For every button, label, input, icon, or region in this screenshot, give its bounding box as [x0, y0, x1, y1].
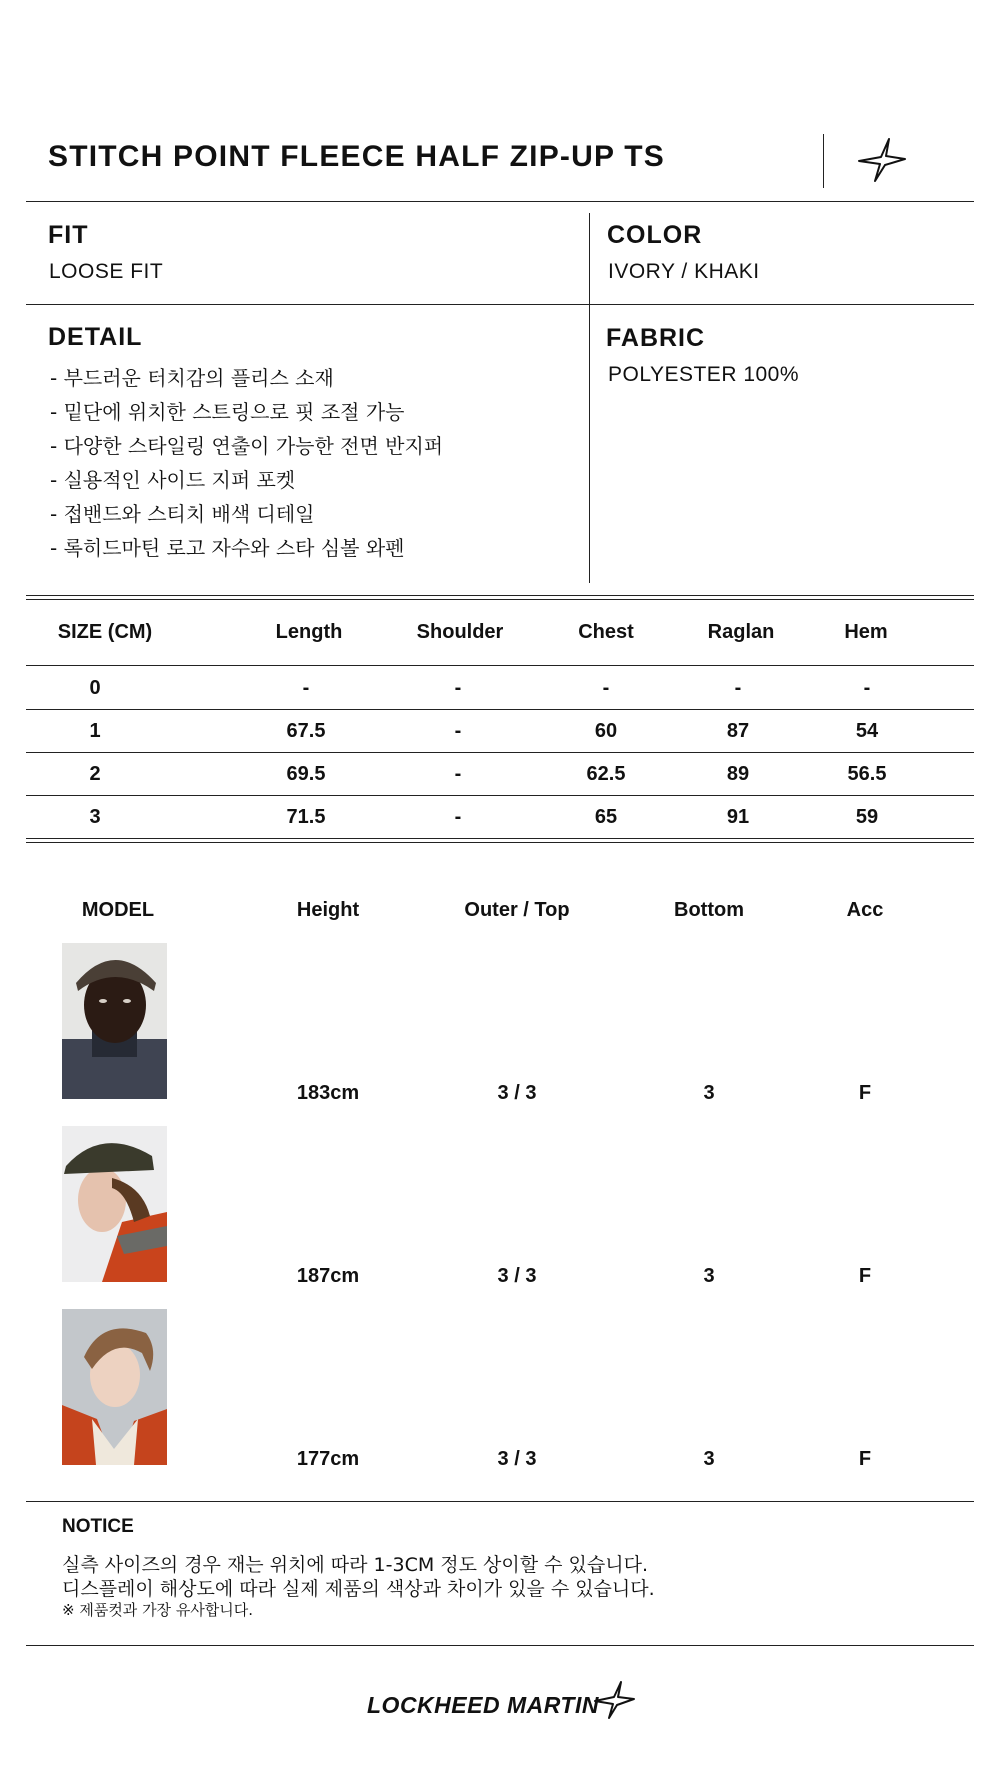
size-cell: 62.5 — [586, 763, 626, 785]
size-cell: - — [454, 720, 462, 742]
detail-item: - 록히드마틴 로고 자수와 스타 심볼 와펜 — [50, 536, 405, 560]
size-cell: 1 — [89, 720, 101, 742]
fit-heading: FIT — [48, 221, 89, 249]
model-cell: 187cm — [296, 1265, 360, 1287]
notice-line: 디스플레이 해상도에 따라 실제 제품의 색상과 차이가 있을 수 있습니다. — [62, 1578, 655, 1600]
size-cell: 3 — [89, 806, 101, 828]
notice-small-text: ※ 제품컷과 가장 유사합니다. — [62, 1601, 254, 1619]
size-cell: 91 — [726, 806, 750, 828]
model-cell: 3 / 3 — [497, 1265, 537, 1287]
size-table-rule — [26, 795, 974, 796]
footer-brand: LOCKHEED MARTIN — [367, 1691, 599, 1718]
model-header-outer-top: Outer / Top — [464, 899, 570, 921]
detail-item: - 실용적인 사이드 지퍼 포켓 — [50, 468, 296, 492]
size-cell: 87 — [726, 720, 750, 742]
size-cell: - — [454, 763, 462, 785]
detail-item: - 다양한 스타일링 연출이 가능한 전면 반지퍼 — [50, 434, 444, 458]
size-header-length: Length — [275, 621, 343, 643]
info-rule — [26, 304, 974, 305]
model-cell: 3 — [703, 1082, 715, 1104]
size-table-rule — [26, 752, 974, 753]
size-table-top-rule — [26, 599, 974, 600]
size-header-size: SIZE (CM) — [57, 621, 153, 643]
fabric-value: POLYESTER 100% — [608, 363, 800, 386]
color-value: IVORY / KHAKI — [608, 260, 760, 283]
model-header-acc: Acc — [846, 899, 884, 921]
model-cell: 177cm — [296, 1448, 360, 1470]
size-cell: - — [863, 677, 871, 699]
size-cell: 89 — [726, 763, 750, 785]
notice-bottom-rule — [26, 1645, 974, 1646]
size-header-shoulder: Shoulder — [416, 621, 504, 643]
notice-line: 실측 사이즈의 경우 재는 위치에 따라 1-3CM 정도 상이할 수 있습니다. — [62, 1554, 648, 1576]
size-header-raglan: Raglan — [707, 621, 775, 643]
size-header-chest: Chest — [578, 621, 634, 643]
size-header-hem: Hem — [844, 621, 888, 643]
size-cell: 54 — [855, 720, 879, 742]
size-cell: 67.5 — [286, 720, 326, 742]
model-cell: 3 — [703, 1448, 715, 1470]
detail-list — [50, 361, 443, 565]
model-photo-2 — [62, 1126, 167, 1282]
header-divider — [823, 134, 824, 188]
info-divider — [589, 213, 590, 583]
notice-top-rule — [26, 1501, 974, 1502]
model-photo-1 — [62, 943, 167, 1099]
size-cell: 0 — [89, 677, 101, 699]
model-header-bottom: Bottom — [674, 899, 744, 921]
detail-item: - 밑단에 위치한 스트링으로 핏 조절 가능 — [50, 400, 405, 424]
detail-item: - 부드러운 터치감의 플리스 소재 — [50, 366, 334, 390]
header-rule — [26, 201, 974, 202]
model-cell: F — [858, 1082, 872, 1104]
model-cell: 3 / 3 — [497, 1448, 537, 1470]
model-photo-3 — [62, 1309, 167, 1465]
size-cell: - — [454, 677, 462, 699]
size-table-top-rule — [26, 595, 974, 596]
model-header-height: Height — [296, 899, 360, 921]
detail-item: - 접밴드와 스티치 배색 디테일 — [50, 502, 315, 526]
footer-star-icon — [591, 1680, 637, 1720]
size-cell: 69.5 — [286, 763, 326, 785]
size-cell: - — [602, 677, 610, 699]
size-cell: 60 — [594, 720, 618, 742]
notice-heading: NOTICE — [62, 1516, 134, 1537]
fabric-heading: FABRIC — [606, 324, 706, 352]
size-cell: 56.5 — [847, 763, 887, 785]
color-heading: COLOR — [607, 221, 703, 249]
size-table-rule — [26, 665, 974, 666]
size-table-rule — [26, 709, 974, 710]
size-cell: 59 — [855, 806, 879, 828]
model-cell: 3 / 3 — [497, 1082, 537, 1104]
detail-heading: DETAIL — [48, 323, 143, 351]
footer-logo — [367, 1690, 637, 1720]
size-cell: - — [734, 677, 742, 699]
size-cell: - — [454, 806, 462, 828]
model-cell: 183cm — [296, 1082, 360, 1104]
size-table-bottom-rule — [26, 838, 974, 839]
size-table-bottom-rule — [26, 842, 974, 843]
size-cell: - — [302, 677, 310, 699]
model-cell: F — [858, 1265, 872, 1287]
model-header-model: MODEL — [81, 899, 155, 921]
product-title: STITCH POINT FLEECE HALF ZIP-UP TS — [48, 140, 665, 173]
model-cell: 3 — [703, 1265, 715, 1287]
star-logo-icon — [855, 137, 909, 183]
size-cell: 71.5 — [286, 806, 326, 828]
fit-value: LOOSE FIT — [49, 260, 164, 283]
size-cell: 65 — [594, 806, 618, 828]
size-cell: 2 — [89, 763, 101, 785]
model-cell: F — [858, 1448, 872, 1470]
